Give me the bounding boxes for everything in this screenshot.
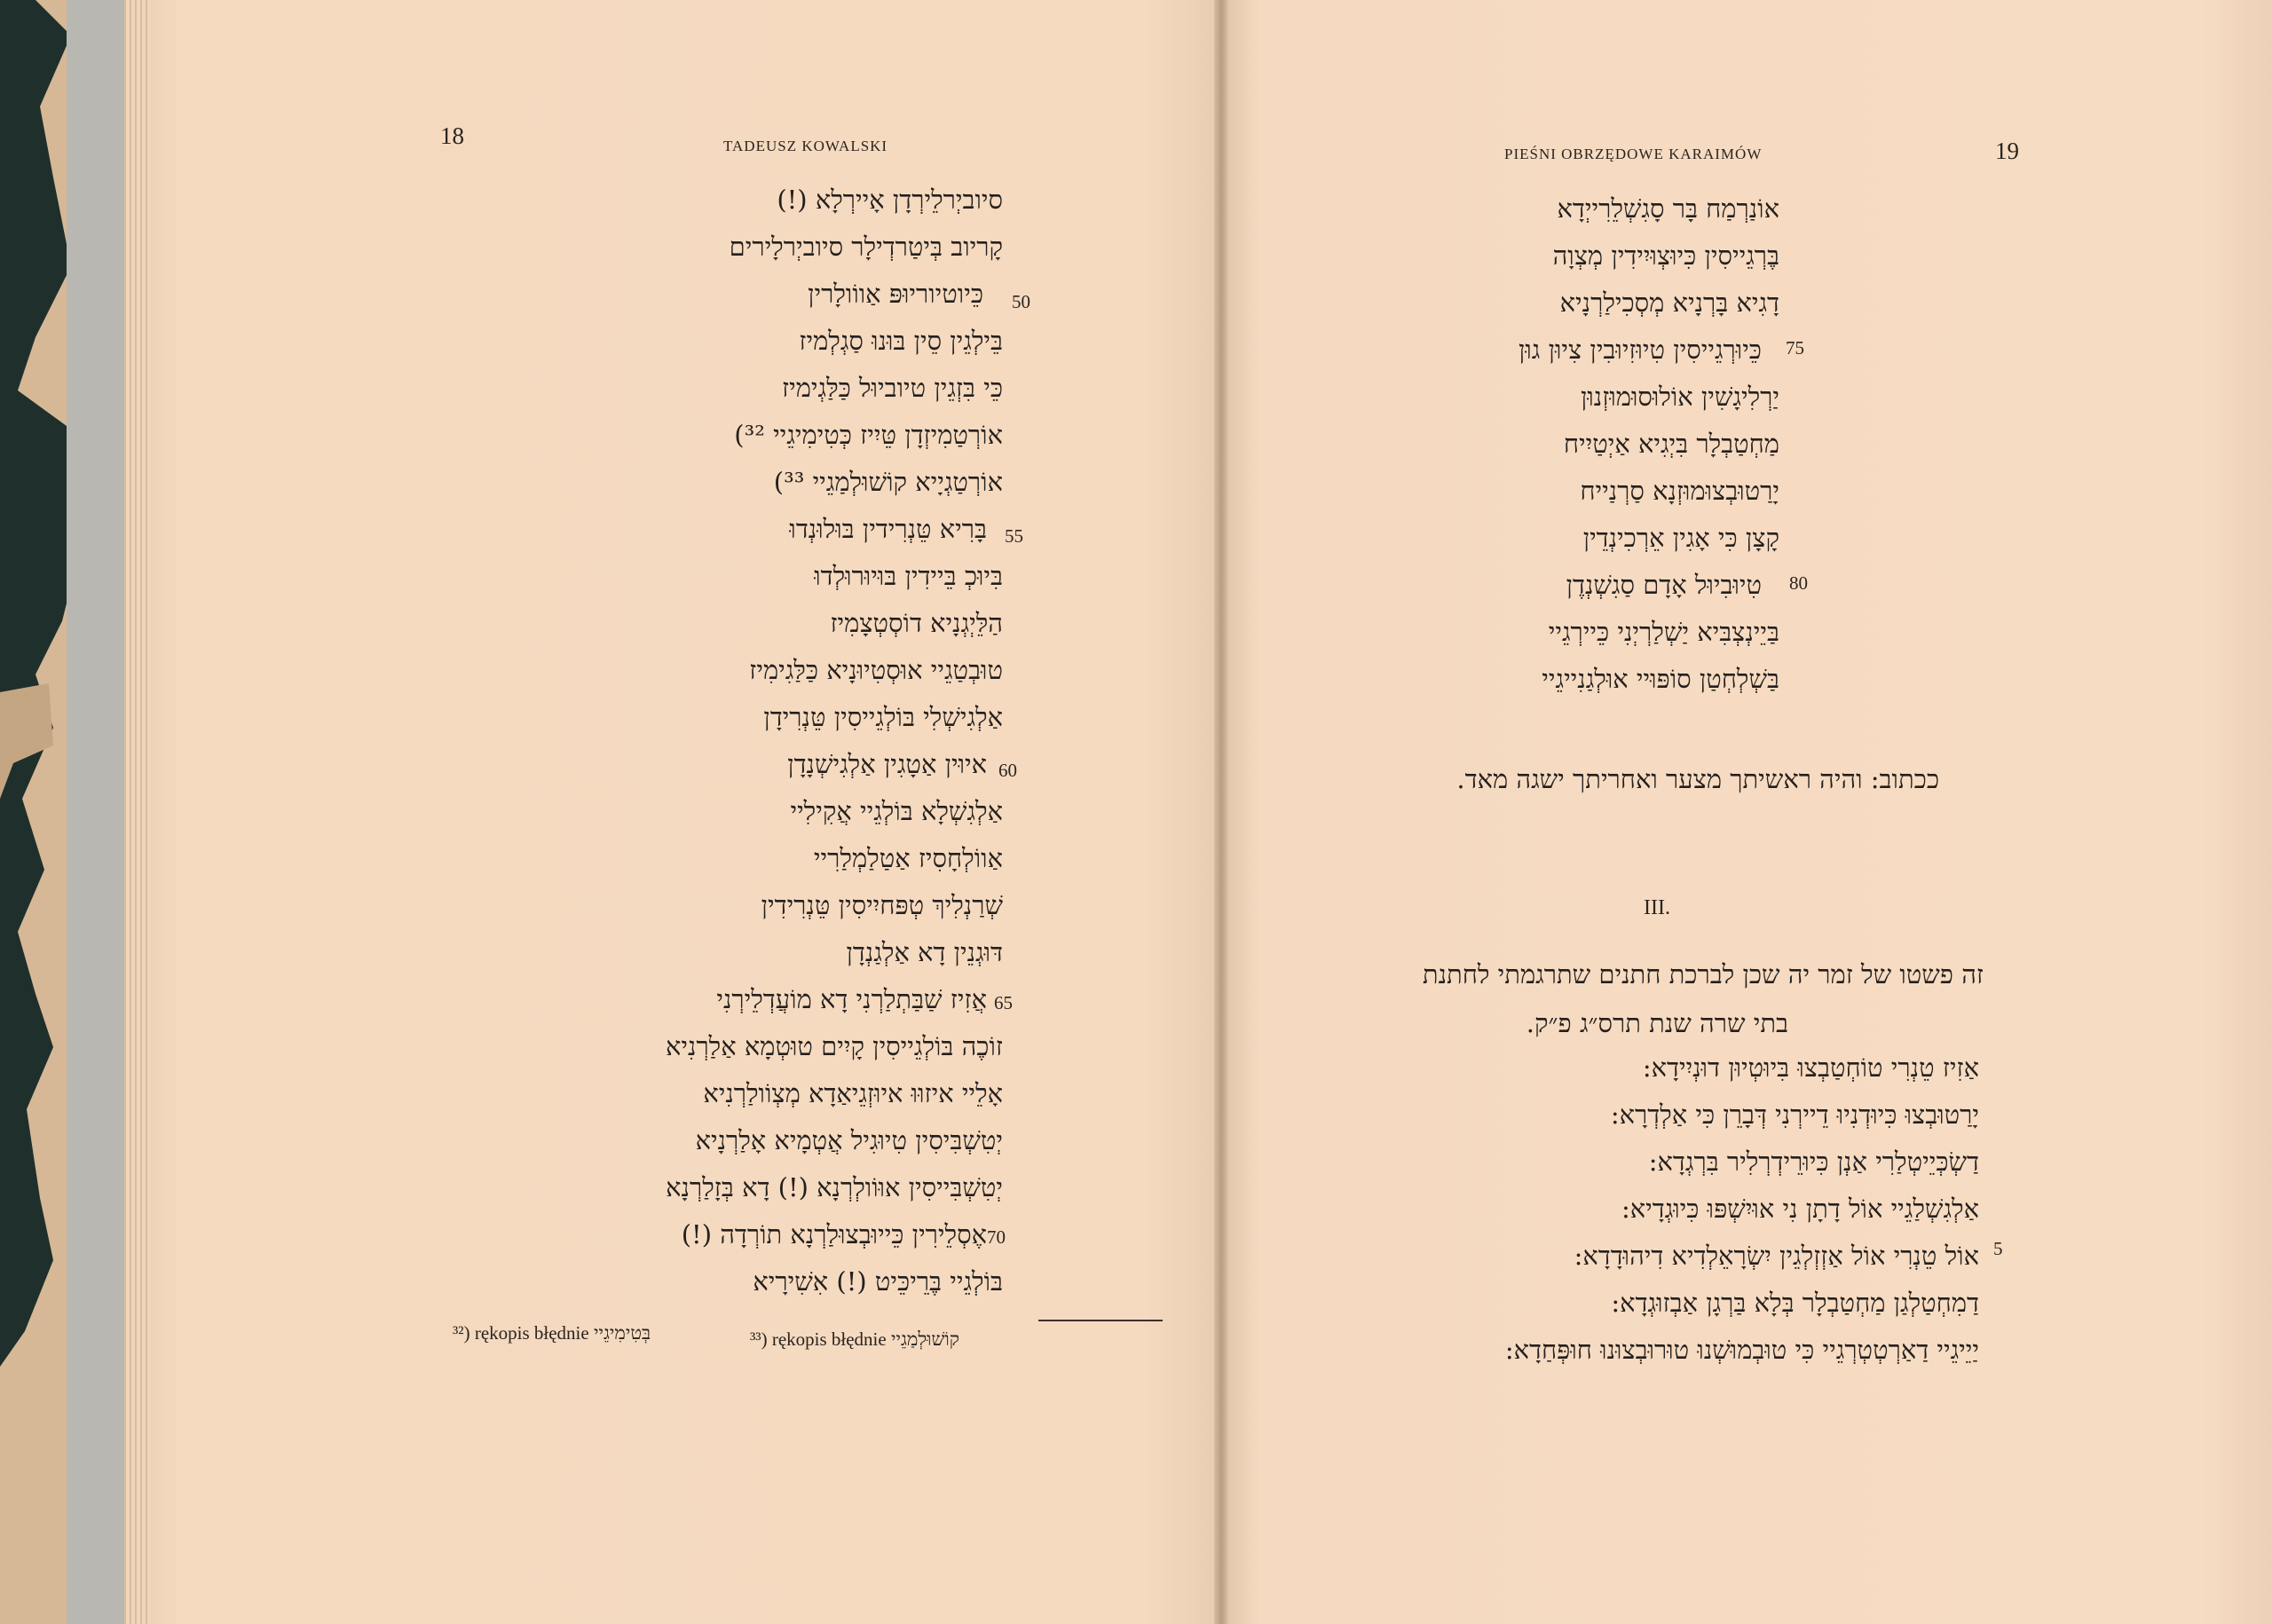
poem-line: כֵּיוּרְגֵייסִין טִיוּזִיוּבִין צִיוּן גוּן: [1519, 335, 1762, 365]
poem-line: טוּבְטַגֵיי אוּסְטִיוּנָיא כַּלַּגִימִיז: [749, 655, 1003, 685]
poem-line: אוֹרְטַמִיזְדָן טֵּיִיז כְּטִימִיגֵיי ³²): [734, 420, 1003, 450]
line-number: 5: [1993, 1238, 2003, 1259]
left-running-head: TADEUSZ KOWALSKI: [723, 138, 888, 154]
poem-line: אוֹנַרְמַח בָּר סָגִשְׁלֵרִייְדָא: [1557, 193, 1779, 224]
book-gutter: [1214, 0, 1228, 1624]
poem-line: כֵּי בִּזְגֵין טיוביוּל כַּלַּגְימיז: [782, 373, 1003, 403]
right-running-head: PIEŚNI OBRZĘDOWE KARAIMÓW: [1504, 146, 1763, 162]
poem-line: שְׁרַנְלִיךְ טְפּחיִיסִין טֵּנְרִידִין: [761, 890, 1003, 920]
poem-line: יְטִשְׁבִּיסִין טִיוּגִיל אֲטְמָיא אָלַרְנָיא: [695, 1125, 1003, 1155]
poem-line: אֶסְלֵירִין כֵּייוּבְצוּלַרְנָא תוֹרְדָה (!): [681, 1219, 987, 1250]
poem-line: מַחְטַבְלָר בִּיְגִיא אַיְטַיִיח: [1563, 429, 1779, 459]
verse-line: אוֹל טֵנְרִי אוֹל אַזְזְלְגֵין יִשְׂרָאֵלְדִיא דִיהוּדָדָא:: [1574, 1241, 1979, 1271]
line-number: 65: [994, 992, 1013, 1013]
poem-line: בַּיֵינְצְבִּיא יַשְׁלַרְיְנִי כֵּיירְגֵיי: [1548, 617, 1779, 647]
poem-line: כֵּיוטיוריוּפּ אַווֹולָרין: [808, 279, 983, 309]
footnote-rule: [1038, 1320, 1163, 1321]
page-edges: [124, 0, 151, 1624]
right-poem: [1420, 191, 1779, 714]
verse-block: [1402, 1050, 1979, 1387]
poem-line: אוֹרְטַגְיָיא קוֹשׁוּלְמַגֵיי ³³): [773, 467, 1003, 497]
poem-line: בִּיוּכְ בֵּיידִין בּוּיוּרוּלְדוּ: [814, 561, 1003, 591]
poem-line: אַלְגִשְׁלָא בּוֹלְגֵיי אֲקִילִיי: [790, 796, 1003, 826]
poem-line: בַּשְׁלְחְטַן סוֹפּוּיי אוּלְגַנִייגֵיי: [1542, 664, 1779, 694]
verse-line: דַשְׂכְּיֵיטְלַרִי אַנְן כִּיוּרֵידְרְלִיר בִּרְגְדָא:: [1648, 1147, 1979, 1177]
left-poem: [532, 182, 1003, 1309]
verse-line: אַזִיז טֵנְרִי טוֹחְטַבְצוּ בִּיוּטְיוּן דוּנְיִידָא:: [1642, 1052, 1979, 1083]
poem-line: הַלֵּיְגְנָיא דוֹסְטְצָמִיז: [830, 608, 1003, 638]
poem-line: יָרַטוּבְצוּמוּזְנָא סַרְנַייח: [1580, 476, 1779, 506]
line-number: 75: [1786, 337, 1804, 359]
poem-line: בֶּרְגֵייסִין כִּיוּצְוּיִידִין מְצְוָה: [1552, 240, 1779, 271]
poem-line: סיוביְרלֵירְדָן אָיירְלָא (!): [777, 185, 1003, 215]
footnote: ³²) rękopis błędnie בְּטִימִיגֵיי: [453, 1322, 651, 1344]
poem-line: יְטִשְׁבִּייסִין אוּוֹולְרְנָא (!) דָא בְּזָלַרְנָא: [666, 1172, 1003, 1202]
intro-line: זה פשטו של זמר יה שכן לברכת חתנים שתרגמתי לחתנת: [1422, 959, 1984, 989]
intro-line: בתי שרה שנת תרס״ג פ״ק.: [1526, 1008, 1788, 1038]
section-number: III.: [1644, 896, 1670, 919]
right-page-number: 19: [1995, 138, 2019, 164]
verse-line: יָרַטוּבְצוּ כִּיוּדְנִיוּ דֵיירְנִי דְּבָרֵן כִּי אַלְדְרָא:: [1610, 1100, 1979, 1130]
line-number: 70: [987, 1226, 1006, 1248]
poem-line: דּוּגְנֵין דָא אַלְגַנְדָן: [846, 937, 1003, 967]
left-page-number: 18: [440, 122, 464, 149]
poem-line: בּוֹלְגֵיי בֶּרֵיכֵּיט (!) אִשִׁירָיא: [753, 1266, 1003, 1297]
poem-line: קָריוב בְּיטַרדְילָר סיוביְרלָירים: [729, 232, 1003, 262]
poem-line: זוֹכֶה בּוֹלְגֵייסִין קָיִים טוּטְמָא אַלַרְנִיא: [666, 1031, 1003, 1061]
line-number: 55: [1005, 525, 1023, 547]
quotation: ככתוב: והיה ראשיתך מצער ואחריתך ישגה מאד.: [1456, 764, 1939, 794]
poem-line: טִיוּבִיוּל אָדָם סַגִשְׁנְדֶן: [1566, 570, 1762, 600]
line-number: 80: [1789, 572, 1808, 594]
poem-line: איוּין אַטָגִין אַלְגִישְׁנָדָן: [787, 749, 987, 779]
poem-line: אָלֵיי איזוּוּ איוּזְגֵיאַדָא מְצְוֹולַרְנִיא: [703, 1078, 1003, 1108]
line-number: 60: [998, 760, 1017, 781]
poem-line: בֵּילְגֵין סֵין בּוּנוּ סַגְלְמיז: [799, 326, 1003, 356]
poem-line: יַרְלִיגָשִׁין אוֹלוּסוּמוּזְנוּן: [1581, 382, 1779, 412]
verse-line: דַמִחְטַלְגַן מַחְטַבְלָר בְּלָא בַּרְגָן אַבְזוּגְדָא:: [1611, 1288, 1979, 1318]
poem-line: בָּרִיא טֵּנְרִידין בּוּלוּנְדוּ: [789, 514, 987, 544]
poem-line: קָצָן כִּי אָגִין אֵרְכִינְדֵין: [1582, 523, 1779, 553]
poem-line: אֲזִיז שַׁבַּתְלַרְנִי דָא מוֹעֲדְלֵירְנִי: [716, 984, 987, 1014]
poem-line: דָגִיא בָּרְנָיא מְסְכִילַרְנָיא: [1559, 288, 1779, 318]
verse-line: אַלְגִשְׁלַגֵיי אוֹל דָתָן נִי אוּיִשְׁפּוּ כִּיוּגְדָיא:: [1621, 1194, 1979, 1224]
poem-line: אַלְגִישְׁלִי בּוֹלְגֵייסִין טֵּנְרִידָן: [763, 702, 1003, 732]
line-number: 50: [1012, 291, 1030, 312]
verse-line: יַיֵיגֵיי דַאַרְטְטְרְגֵיי כִּי טוּבְמוּשְׁנוּ טוּרוּבְצוּנוּ חוּפְּחַדָא:: [1504, 1335, 1979, 1365]
footnote: ³³) rękopis błędnie קוֹשׁוּלְמַגֵיי: [750, 1328, 960, 1350]
poem-line: אַווֹלְחָסִיז אַטַלַמְלַרִיי: [813, 843, 1003, 873]
